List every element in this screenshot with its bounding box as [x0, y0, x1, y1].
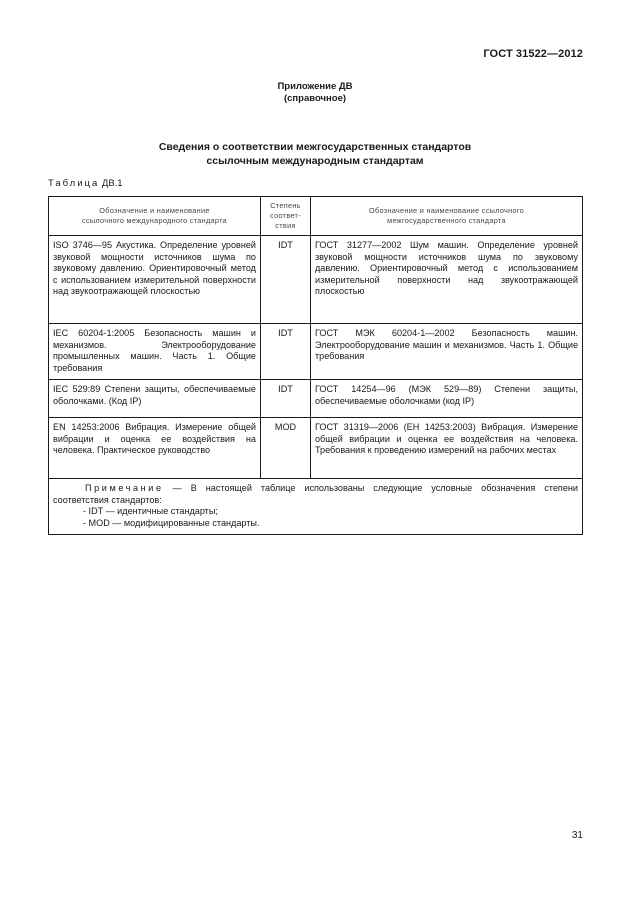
page-title — [0, 140, 630, 168]
gost-standard-cell: ГОСТ 31277—2002 Шум машин. Определение уровней звуковой мощности источников шума по звуковому давлению. Ориентировочный метод с использованием измерительной поверхности над звукоотражающей плоскостью — [311, 236, 583, 324]
table-note-row — [49, 479, 583, 535]
table-caption-number: ДВ.1 — [101, 178, 123, 189]
table-header-row — [49, 197, 583, 236]
document-code: ГОСТ 31522—2012 — [483, 48, 583, 60]
gost-standard-cell: ГОСТ МЭК 60204-1—2002 Безопасность машин. Электрооборудование машин и механизмов. Часть 1. Общие требования — [311, 324, 583, 380]
table-row — [49, 418, 583, 479]
table-caption — [48, 178, 123, 189]
note-item-idt: - IDT — идентичные стандарты; — [83, 506, 218, 516]
table-row — [49, 236, 583, 324]
table-caption-label: Таблица — [48, 178, 100, 189]
header-gost-standard: Обозначение и наименование ссылочного межгосударственного стандарта — [311, 197, 583, 236]
appendix-title: Приложение ДВ — [277, 81, 353, 92]
note-text: — В настоящей таблице использованы следующие условные обозначения степени соответствия стандартов: — [53, 483, 578, 505]
appendix-subtitle: (справочное) — [283, 93, 347, 104]
degree-cell: MOD — [261, 418, 311, 479]
header-intl-standard: Обозначение и наименование ссылочного международного стандарта — [49, 197, 261, 236]
degree-cell: IDT — [261, 236, 311, 324]
table-row — [49, 380, 583, 418]
intl-standard-cell: EN 14253:2006 Вибрация. Измерение общей вибрации и оценка ее воздействия на человека. Практическое руководство — [49, 418, 261, 479]
degree-cell: IDT — [261, 324, 311, 380]
header-degree: Степень соответ- ствия — [261, 197, 311, 236]
appendix-heading — [0, 81, 630, 105]
intl-standard-cell: IEC 60204-1:2005 Безопасность машин и механизмов. Электрооборудование промышленных машин. Часть 1. Общие требования — [49, 324, 261, 380]
standards-table — [48, 196, 583, 535]
intl-standard-cell: IEC 529:89 Степени защиты, обеспечиваемые оболочками. (Код IP) — [49, 380, 261, 418]
gost-standard-cell: ГОСТ 31319—2006 (ЕН 14253:2003) Вибрация. Измерение общей вибрации и оценка ее воздействия на человека. Требования к проведению измерений на рабочих местах — [311, 418, 583, 479]
page-title-line2: ссылочным международным стандартам — [206, 155, 424, 167]
gost-standard-cell: ГОСТ 14254—96 (МЭК 529—89) Степени защиты, обеспечиваемые оболочками (код IP) — [311, 380, 583, 418]
note-item-mod: - MOD — модифицированные стандарты. — [83, 517, 260, 528]
table-note — [49, 479, 583, 535]
page-number: 31 — [571, 830, 583, 841]
table-row — [49, 324, 583, 380]
note-lead: Примечание — [85, 483, 164, 493]
intl-standard-cell: ISO 3746—95 Акустика. Определение уровней звуковой мощности источников шума по звуковому давлению. Ориентировочный метод с использованием измерительной поверхности над звукоотражающей плоскостью — [49, 236, 261, 324]
degree-cell: IDT — [261, 380, 311, 418]
page-title-line1: Сведения о соответствии межгосударственных стандартов — [158, 141, 472, 153]
